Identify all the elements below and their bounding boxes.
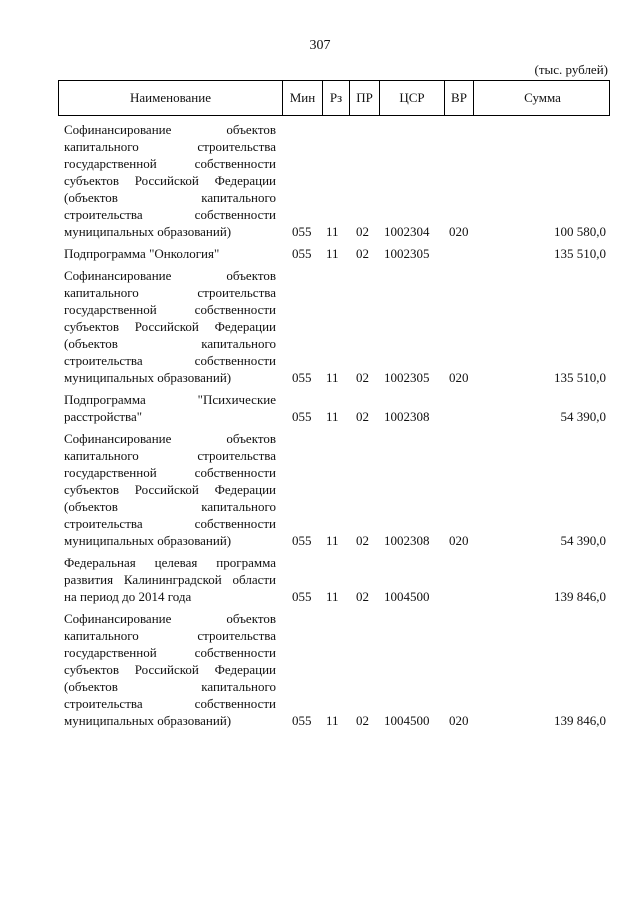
row-sum: 139 846,0 [554, 589, 606, 604]
row-sum: 54 390,0 [560, 533, 606, 548]
row-pr: 02 [356, 370, 369, 385]
row-sum: 135 510,0 [554, 370, 606, 385]
table-row [58, 121, 610, 240]
header-pr: ПР [349, 81, 379, 115]
row-pr: 02 [356, 224, 369, 239]
table-row [58, 554, 610, 605]
table-header [58, 80, 610, 116]
units-label: (тыс. рублей) [534, 62, 608, 77]
budget-table [58, 80, 610, 729]
row-name: Софинансирование объектов капитального строительства государственной собственности субъектов Российской Федерации (объектов капитального строительства собственности муниципальных образований) [64, 122, 276, 239]
table-row [58, 430, 610, 549]
table-row [58, 610, 610, 729]
row-rz: 11 [326, 533, 339, 548]
row-sum: 54 390,0 [560, 409, 606, 424]
row-vr: 020 [449, 713, 469, 728]
table-row [58, 267, 610, 386]
row-name: Подпрограмма "Онкология" [64, 246, 220, 261]
table-row [58, 391, 610, 425]
row-rz: 11 [326, 224, 339, 239]
row-min: 055 [292, 246, 312, 261]
header-sum: Сумма [473, 81, 611, 115]
row-min: 055 [292, 224, 312, 239]
row-name: Софинансирование объектов капитального строительства государственной собственности субъектов Российской Федерации (объектов капитального строительства собственности муниципальных образований) [64, 611, 276, 728]
row-vr: 020 [449, 533, 469, 548]
row-pr: 02 [356, 589, 369, 604]
row-vr: 020 [449, 370, 469, 385]
row-rz: 11 [326, 713, 339, 728]
row-pr: 02 [356, 409, 369, 424]
row-csr: 1004500 [384, 589, 430, 604]
page-number: 307 [309, 38, 331, 53]
row-rz: 11 [326, 589, 339, 604]
row-sum: 139 846,0 [554, 713, 606, 728]
row-min: 055 [292, 589, 312, 604]
header-csr: ЦСР [379, 81, 444, 115]
row-sum: 100 580,0 [554, 224, 606, 239]
row-rz: 11 [326, 409, 339, 424]
row-csr: 1002308 [384, 409, 430, 424]
header-name: Наименование [130, 90, 211, 105]
table-row [58, 245, 610, 262]
row-csr: 1002305 [384, 246, 430, 261]
row-min: 055 [292, 409, 312, 424]
row-pr: 02 [356, 713, 369, 728]
row-pr: 02 [356, 246, 369, 261]
row-sum: 135 510,0 [554, 246, 606, 261]
row-rz: 11 [326, 370, 339, 385]
row-min: 055 [292, 370, 312, 385]
row-csr: 1002305 [384, 370, 430, 385]
row-name: Федеральная целевая программа развития Калининградской области на период до 2014 года [64, 555, 276, 604]
row-csr: 1002308 [384, 533, 430, 548]
row-csr: 1002304 [384, 224, 430, 239]
header-vr: ВР [444, 81, 473, 115]
header-rz: Рз [322, 81, 349, 115]
row-pr: 02 [356, 533, 369, 548]
row-min: 055 [292, 713, 312, 728]
row-min: 055 [292, 533, 312, 548]
row-csr: 1004500 [384, 713, 430, 728]
row-vr: 020 [449, 224, 469, 239]
row-rz: 11 [326, 246, 339, 261]
row-name: Подпрограмма "Психические расстройства" [64, 392, 276, 424]
header-min: Мин [282, 81, 322, 115]
row-name: Софинансирование объектов капитального строительства государственной собственности субъектов Российской Федерации (объектов капитального строительства собственности муниципальных образований) [64, 268, 276, 385]
row-name: Софинансирование объектов капитального строительства государственной собственности субъектов Российской Федерации (объектов капитального строительства собственности муниципальных образований) [64, 431, 276, 548]
table-body [58, 121, 610, 729]
